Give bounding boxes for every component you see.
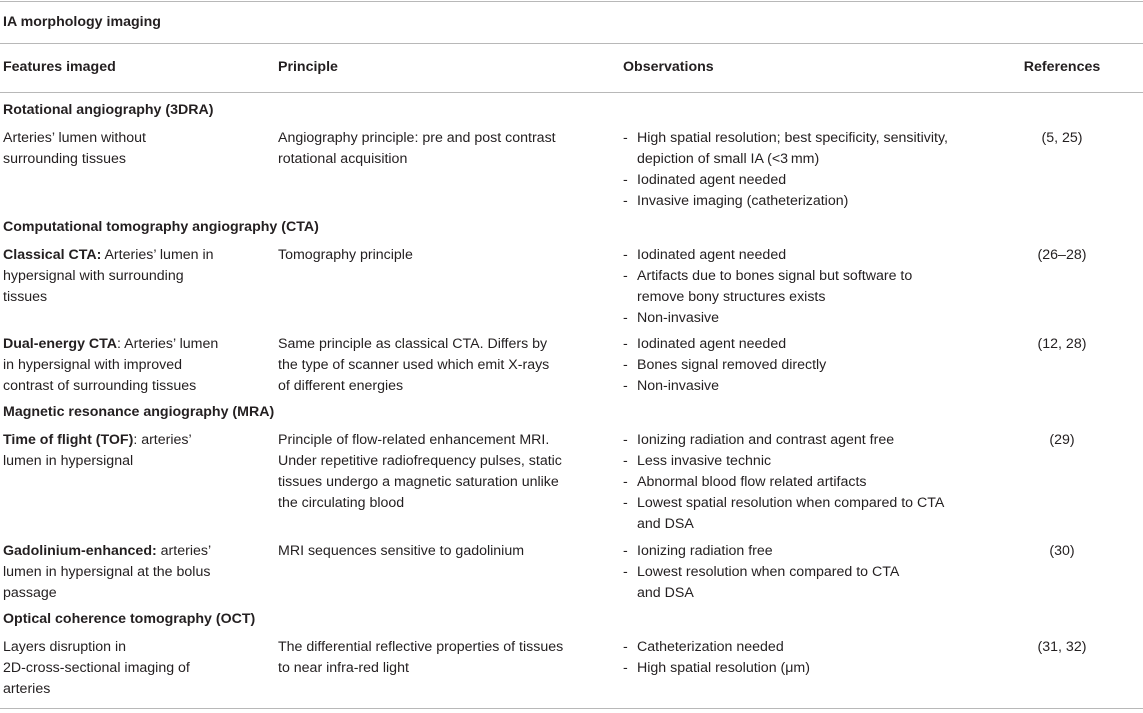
bullet-dash: - bbox=[623, 310, 628, 326]
feature-cell bbox=[3, 128, 265, 170]
feature-text: tissues bbox=[3, 289, 48, 305]
references-cell: (31, 32) bbox=[1037, 639, 1087, 655]
principle-line: MRI sequences sensitive to gadolinium bbox=[278, 543, 525, 559]
feature-cell bbox=[3, 334, 265, 397]
header-references: References bbox=[1023, 59, 1101, 75]
table-bottom-rule bbox=[0, 708, 1143, 709]
observation-item bbox=[623, 191, 983, 212]
principle-line: Angiography principle: pre and post contrast bbox=[278, 130, 556, 146]
observations-cell bbox=[623, 245, 983, 329]
observation-item bbox=[623, 308, 983, 329]
observation-item bbox=[623, 658, 983, 679]
principle-line: Tomography principle bbox=[278, 247, 413, 263]
feature-text: surrounding tissues bbox=[3, 151, 127, 167]
feature-cell bbox=[3, 430, 265, 472]
feature-line bbox=[3, 583, 265, 604]
feature-text: : Arteries’ lumen bbox=[117, 336, 219, 352]
feature-text: arteries bbox=[3, 681, 51, 697]
observation-line: Artifacts due to bones signal but software to bbox=[637, 268, 913, 284]
principle-line: of different energies bbox=[278, 378, 404, 394]
feature-text: passage bbox=[3, 585, 57, 601]
header-features: Features imaged bbox=[3, 59, 116, 75]
feature-text: Arteries’ lumen in bbox=[101, 247, 214, 263]
observation-line: High spatial resolution; best specificity, sensitivity, bbox=[637, 130, 948, 146]
principle-line: Principle of flow-related enhancement MRI. bbox=[278, 432, 550, 448]
observation-line: depiction of small IA (<3 mm) bbox=[637, 151, 820, 167]
feature-text: Layers disruption in bbox=[3, 639, 127, 655]
principle-cell bbox=[278, 637, 598, 679]
bullet-dash: - bbox=[623, 247, 628, 263]
bullet-dash: - bbox=[623, 639, 628, 655]
principle-cell bbox=[278, 334, 598, 397]
observations-cell bbox=[623, 128, 983, 212]
observation-item bbox=[623, 334, 983, 355]
feature-cell bbox=[3, 245, 265, 308]
principle-line: the circulating blood bbox=[278, 495, 405, 511]
principle-cell bbox=[278, 128, 598, 170]
observation-line: Lowest resolution when compared to CTA bbox=[637, 564, 900, 580]
feature-label: Dual-energy CTA bbox=[3, 336, 118, 352]
table-title: IA morphology imaging bbox=[3, 14, 161, 30]
observation-line: remove bony structures exists bbox=[637, 289, 826, 305]
feature-line bbox=[3, 541, 265, 562]
feature-cell bbox=[3, 541, 265, 604]
observation-item bbox=[623, 637, 983, 658]
observation-item bbox=[623, 128, 983, 170]
feature-text: contrast of surrounding tissues bbox=[3, 378, 197, 394]
observation-line: Lowest spatial resolution when compared to CTA bbox=[637, 495, 945, 511]
observation-line: Non-invasive bbox=[637, 378, 720, 394]
feature-line bbox=[3, 562, 265, 583]
feature-text: lumen in hypersignal bbox=[3, 453, 134, 469]
bullet-dash: - bbox=[623, 453, 628, 469]
bullet-dash: - bbox=[623, 660, 628, 676]
observation-line: Iodinated agent needed bbox=[637, 336, 787, 352]
observation-item bbox=[623, 472, 983, 493]
feature-text: lumen in hypersignal at the bolus bbox=[3, 564, 211, 580]
observations-cell bbox=[623, 541, 983, 604]
feature-line bbox=[3, 637, 265, 658]
feature-line bbox=[3, 679, 265, 700]
observation-line: and DSA bbox=[637, 585, 694, 601]
principle-cell bbox=[278, 430, 598, 514]
section-heading: Rotational angiography (3DRA) bbox=[3, 102, 214, 118]
header-observations: Observations bbox=[623, 59, 714, 75]
feature-line bbox=[3, 245, 265, 266]
bullet-dash: - bbox=[623, 432, 628, 448]
feature-line bbox=[3, 149, 265, 170]
observations-cell bbox=[623, 334, 983, 397]
bullet-dash: - bbox=[623, 357, 628, 373]
feature-text: Arteries’ lumen without bbox=[3, 130, 146, 146]
principle-cell bbox=[278, 541, 598, 562]
principle-line: Same principle as classical CTA. Differs by bbox=[278, 336, 548, 352]
observation-item bbox=[623, 541, 983, 562]
references-cell: (29) bbox=[1049, 432, 1075, 448]
observation-line: Iodinated agent needed bbox=[637, 247, 787, 263]
header-principle: Principle bbox=[278, 59, 338, 75]
feature-label: Gadolinium-enhanced: bbox=[3, 543, 157, 559]
observation-line: Ionizing radiation free bbox=[637, 543, 773, 559]
bullet-dash: - bbox=[623, 336, 628, 352]
observation-item bbox=[623, 266, 983, 308]
observation-item bbox=[623, 451, 983, 472]
section-heading: Computational tomography angiography (CTA) bbox=[3, 219, 319, 235]
bullet-dash: - bbox=[623, 495, 628, 511]
observation-line: Invasive imaging (catheterization) bbox=[637, 193, 849, 209]
observation-item bbox=[623, 245, 983, 266]
observation-line: Bones signal removed directly bbox=[637, 357, 827, 373]
principle-line: the type of scanner used which emit X-rays bbox=[278, 357, 550, 373]
references-cell: (12, 28) bbox=[1037, 336, 1087, 352]
feature-cell bbox=[3, 637, 265, 700]
bullet-dash: - bbox=[623, 193, 628, 209]
observation-item bbox=[623, 170, 983, 191]
observation-item bbox=[623, 493, 983, 535]
bullet-dash: - bbox=[623, 543, 628, 559]
principle-line: rotational acquisition bbox=[278, 151, 408, 167]
principle-line: tissues undergo a magnetic saturation unlike bbox=[278, 474, 559, 490]
feature-text: in hypersignal with improved bbox=[3, 357, 183, 373]
observation-line: Less invasive technic bbox=[637, 453, 772, 469]
observation-line: Catheterization needed bbox=[637, 639, 784, 655]
feature-line bbox=[3, 266, 265, 287]
feature-text: hypersignal with surrounding bbox=[3, 268, 184, 284]
bullet-dash: - bbox=[623, 378, 628, 394]
bullet-dash: - bbox=[623, 564, 628, 580]
observation-line: and DSA bbox=[637, 516, 694, 532]
feature-text: 2D-cross-sectional imaging of bbox=[3, 660, 190, 676]
feature-label: Time of flight (TOF) bbox=[3, 432, 134, 448]
observation-line: Non-invasive bbox=[637, 310, 720, 326]
observation-item bbox=[623, 355, 983, 376]
observation-line: Iodinated agent needed bbox=[637, 172, 787, 188]
feature-line bbox=[3, 376, 265, 397]
feature-text: arteries’ bbox=[156, 543, 212, 559]
feature-line bbox=[3, 430, 265, 451]
observations-cell bbox=[623, 637, 983, 679]
bullet-dash: - bbox=[623, 268, 628, 284]
title-divider bbox=[0, 43, 1143, 44]
principle-line: Under repetitive radiofrequency pulses, static bbox=[278, 453, 562, 469]
principle-line: to near infra-red light bbox=[278, 660, 409, 676]
observation-line: Abnormal blood flow related artifacts bbox=[637, 474, 867, 490]
observation-item bbox=[623, 562, 983, 604]
observation-line: Ionizing radiation and contrast agent free bbox=[637, 432, 895, 448]
bullet-dash: - bbox=[623, 474, 628, 490]
observation-item bbox=[623, 430, 983, 451]
observations-cell bbox=[623, 430, 983, 535]
principle-line: The differential reflective properties of tissues bbox=[278, 639, 564, 655]
references-cell: (26–28) bbox=[1037, 247, 1087, 263]
table-top-rule bbox=[0, 1, 1143, 2]
feature-text: : arteries’ bbox=[133, 432, 192, 448]
section-heading: Optical coherence tomography (OCT) bbox=[3, 611, 256, 627]
feature-line bbox=[3, 451, 265, 472]
header-divider bbox=[0, 92, 1143, 93]
feature-line bbox=[3, 334, 265, 355]
references-cell: (5, 25) bbox=[1041, 130, 1083, 146]
bullet-dash: - bbox=[623, 130, 628, 146]
bullet-dash: - bbox=[623, 172, 628, 188]
feature-line bbox=[3, 658, 265, 679]
feature-label: Classical CTA: bbox=[3, 247, 102, 263]
observation-line: High spatial resolution (μm) bbox=[637, 660, 810, 676]
section-heading: Magnetic resonance angiography (MRA) bbox=[3, 404, 275, 420]
references-cell: (30) bbox=[1049, 543, 1075, 559]
feature-line bbox=[3, 128, 265, 149]
feature-line bbox=[3, 355, 265, 376]
feature-line bbox=[3, 287, 265, 308]
observation-item bbox=[623, 376, 983, 397]
principle-cell bbox=[278, 245, 598, 266]
